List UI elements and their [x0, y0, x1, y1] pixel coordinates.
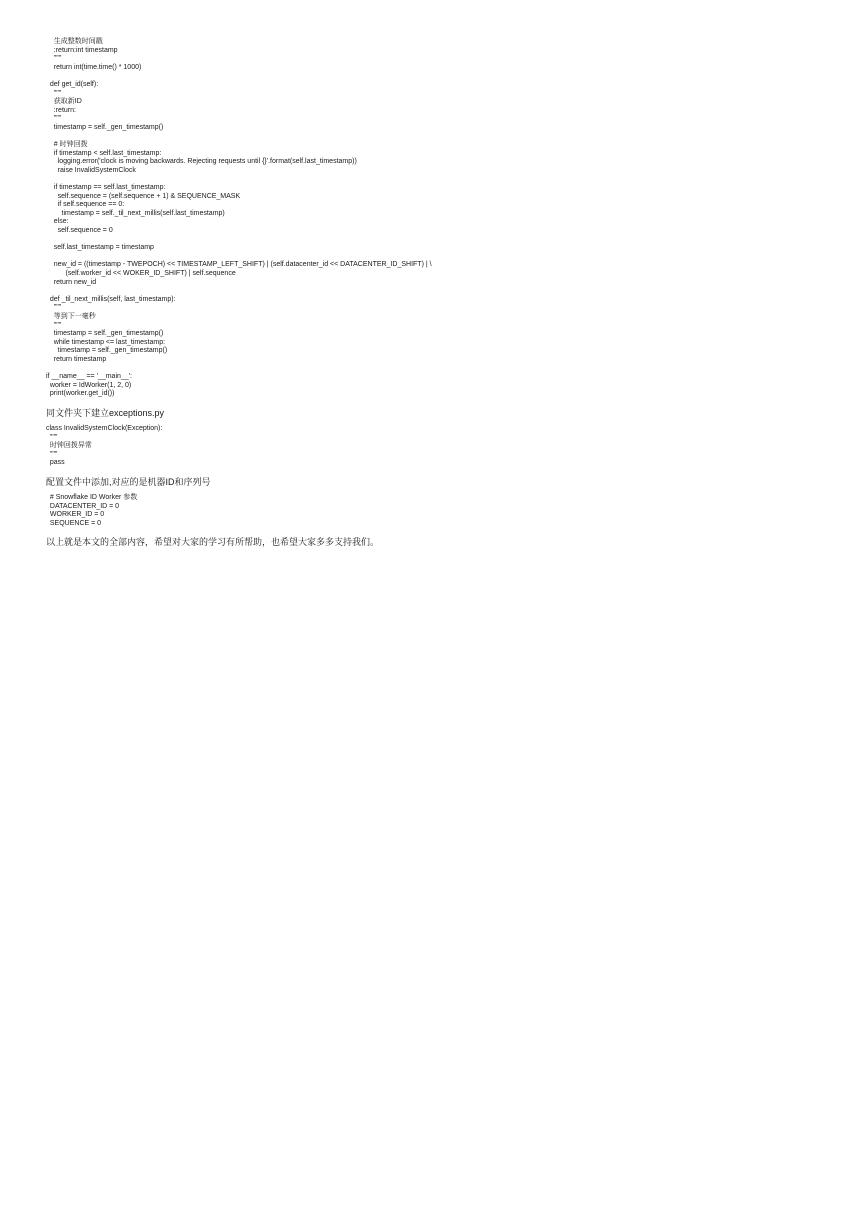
- section-heading-config: 配置文件中添加,对应的是机器ID和序列号: [46, 476, 211, 487]
- code-line: WORKER_ID = 0: [46, 511, 105, 519]
- code-line: return int(time.time() * 1000): [46, 63, 142, 71]
- code-line: logging.error('clock is moving backwards. Rejecting requests until {}'.format(self.last_timestamp)): [46, 158, 357, 166]
- closing-paragraph: 以上就是本文的全部内容，希望对大家的学习有所帮助，也希望大家多多支持我们。: [46, 537, 380, 548]
- code-line: class InvalidSystemClock(Exception):: [46, 424, 163, 432]
- code-line: timestamp = self._gen_timestamp(): [46, 123, 164, 131]
- code-line: print(worker.get_id()): [46, 390, 115, 398]
- code-line: """: [46, 55, 62, 63]
- code-line: def _til_next_millis(self, last_timestamp):: [46, 295, 176, 303]
- code-line: timestamp = self._gen_timestamp(): [46, 330, 164, 338]
- code-block-exceptions: [46, 425, 846, 468]
- code-line: def get_id(self):: [46, 80, 99, 88]
- code-line: """: [46, 433, 58, 441]
- code-line: raise InvalidSystemClock: [46, 166, 136, 174]
- code-line: [46, 365, 846, 374]
- section-heading-exceptions: 同文件夹下建立exceptions.py: [46, 407, 165, 418]
- code-line: SEQUENCE = 0: [46, 519, 102, 527]
- code-line: :return:int timestamp: [46, 46, 118, 54]
- code-line: if self.sequence == 0:: [46, 201, 125, 209]
- code-line: # 时钟回拨: [46, 141, 88, 149]
- code-line: pass: [46, 459, 65, 467]
- code-line: else:: [46, 218, 69, 226]
- code-line: self.last_timestamp = timestamp: [46, 244, 154, 252]
- code-line: """: [46, 321, 62, 329]
- code-line: while timestamp <= last_timestamp:: [46, 338, 166, 346]
- code-line: 等到下一毫秒: [46, 313, 96, 320]
- code-line: if timestamp < self.last_timestamp:: [46, 149, 162, 157]
- code-line: """: [46, 115, 62, 123]
- code-line: """: [46, 89, 62, 97]
- code-line: [46, 133, 846, 142]
- code-line: """: [46, 304, 62, 312]
- code-line: return timestamp: [46, 355, 107, 363]
- code-line: 生成整数时间戳: [46, 38, 103, 45]
- document-body: [46, 38, 846, 548]
- code-line: worker = IdWorker(1, 2, 0): [46, 381, 132, 389]
- code-line: timestamp = self._gen_timestamp(): [46, 347, 168, 355]
- code-line: [46, 236, 846, 245]
- code-line: # Snowflake ID Worker 参数: [46, 493, 138, 501]
- code-line: [46, 72, 846, 81]
- code-line: [46, 287, 846, 296]
- code-line: [46, 253, 846, 262]
- code-line: 获取新ID: [46, 98, 82, 106]
- code-line: if __name__ == '__main__':: [46, 373, 132, 381]
- code-line: 时钟回拨异常: [46, 442, 92, 450]
- code-line: [46, 176, 846, 185]
- code-line: if timestamp == self.last_timestamp:: [46, 184, 166, 192]
- code-line: timestamp = self._til_next_millis(self.last_timestamp): [46, 209, 225, 217]
- code-line: DATACENTER_ID = 0: [46, 502, 120, 510]
- code-line: :return:: [46, 106, 76, 114]
- code-line: self.sequence = (self.sequence + 1) & SEQUENCE_MASK: [46, 192, 241, 200]
- code-line: (self.worker_id << WOKER_ID_SHIFT) | self.sequence: [46, 270, 236, 278]
- code-block-idworker: [46, 38, 846, 399]
- code-line: new_id = ((timestamp - TWEPOCH) << TIMESTAMP_LEFT_SHIFT) | (self.datacenter_id << DATACENTER_ID_SHIFT) | \: [46, 261, 432, 269]
- code-block-config: [46, 494, 846, 528]
- code-line: return new_id: [46, 278, 97, 286]
- code-line: """: [46, 450, 58, 458]
- code-line: self.sequence = 0: [46, 227, 113, 235]
